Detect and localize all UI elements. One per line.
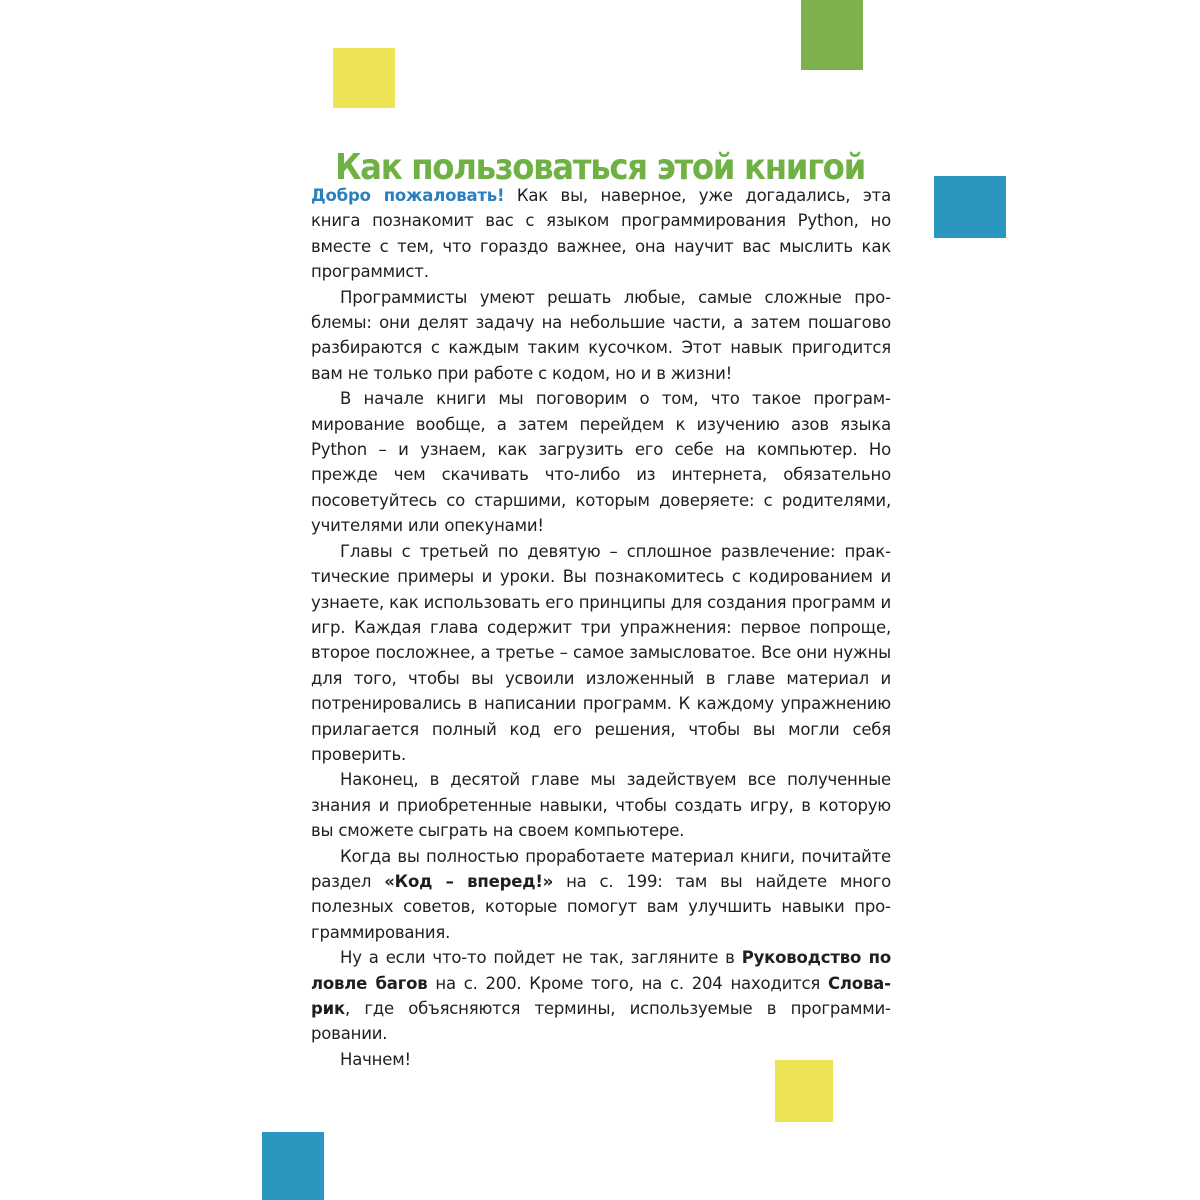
paragraph-text: на с. 199: там вы найдете много полезных советов, которые помогут вам улучшить навыки программирования. bbox=[311, 871, 892, 942]
paragraph bbox=[311, 945, 891, 1047]
body-text bbox=[311, 183, 891, 1072]
paragraph: Начнем! bbox=[340, 1049, 411, 1069]
paragraph-text: Ну а если что-то пойдет не так, загляните в bbox=[340, 948, 742, 968]
welcome-lead: Добро пожаловать! bbox=[311, 186, 505, 205]
intro-text: Как вы, наверное, уже догадались, эта книга познакомит вас с языком программирования Python, но вместе с тем, что гораздо важнее, она научит вас мыслить как программист. bbox=[311, 186, 891, 282]
yellow-square-decoration bbox=[333, 48, 395, 108]
paragraph: Наконец, в десятой главе мы задействуем все полученные знания и приобретенные навыки, чтобы создать игру, в которую вы сможете сыграть на своем компьютере. bbox=[311, 770, 891, 841]
paragraph: В начале книги мы поговорим о том, что такое программирование вообще, а затем перейдем к изучению азов языка Python – и узнаем, как загрузить его себе на компьютер. Но прежде чем скачивать что-либо из интернета, обязательно посоветуйтесь со старшими, которым доверяете: с родителями, учителями или опекунами! bbox=[311, 389, 891, 536]
page-title: Как пользоваться этой книгой bbox=[335, 147, 865, 189]
blue-square-decoration bbox=[262, 1132, 324, 1200]
section-reference: Руководство по ловле багов bbox=[311, 948, 891, 993]
blue-square-decoration bbox=[934, 176, 1006, 238]
green-square-decoration bbox=[801, 0, 863, 70]
paragraph bbox=[311, 844, 891, 946]
intro-paragraph bbox=[311, 183, 891, 285]
paragraph-text: , где объясняются термины, используемые в программировании. bbox=[311, 999, 891, 1044]
paragraph-text: на с. 200. Кроме того, на с. 204 находится bbox=[427, 973, 829, 993]
paragraph: Программисты умеют решать любые, самые сложные проблемы: они делят задачу на небольшие части, а затем пошагово разбираются с каждым таким кусочком. Этот навык пригодится вам не только при работе с кодом, но и в жизни! bbox=[311, 287, 891, 383]
section-reference: Словарик bbox=[311, 973, 891, 1018]
paragraph-text: Когда вы полностью проработаете материал книги, почитайте раздел bbox=[311, 846, 891, 891]
paragraph: Главы с третьей по девятую – сплошное развлечение: практические примеры и уроки. Вы познакомитесь с кодированием и узнаете, как использовать его принципы для создания программ и игр. Каждая глава содержит три упражнения: первое попроще, второе посложнее, а третье – самое замысловатое. Все они нужны для того, чтобы вы усвоили изложенный в главе материал и потренировались в написании программ. К каждому упражнению прилагается полный код его решения, чтобы вы могли себя проверить. bbox=[311, 541, 891, 764]
section-reference: «Код – вперед!» bbox=[384, 871, 554, 891]
